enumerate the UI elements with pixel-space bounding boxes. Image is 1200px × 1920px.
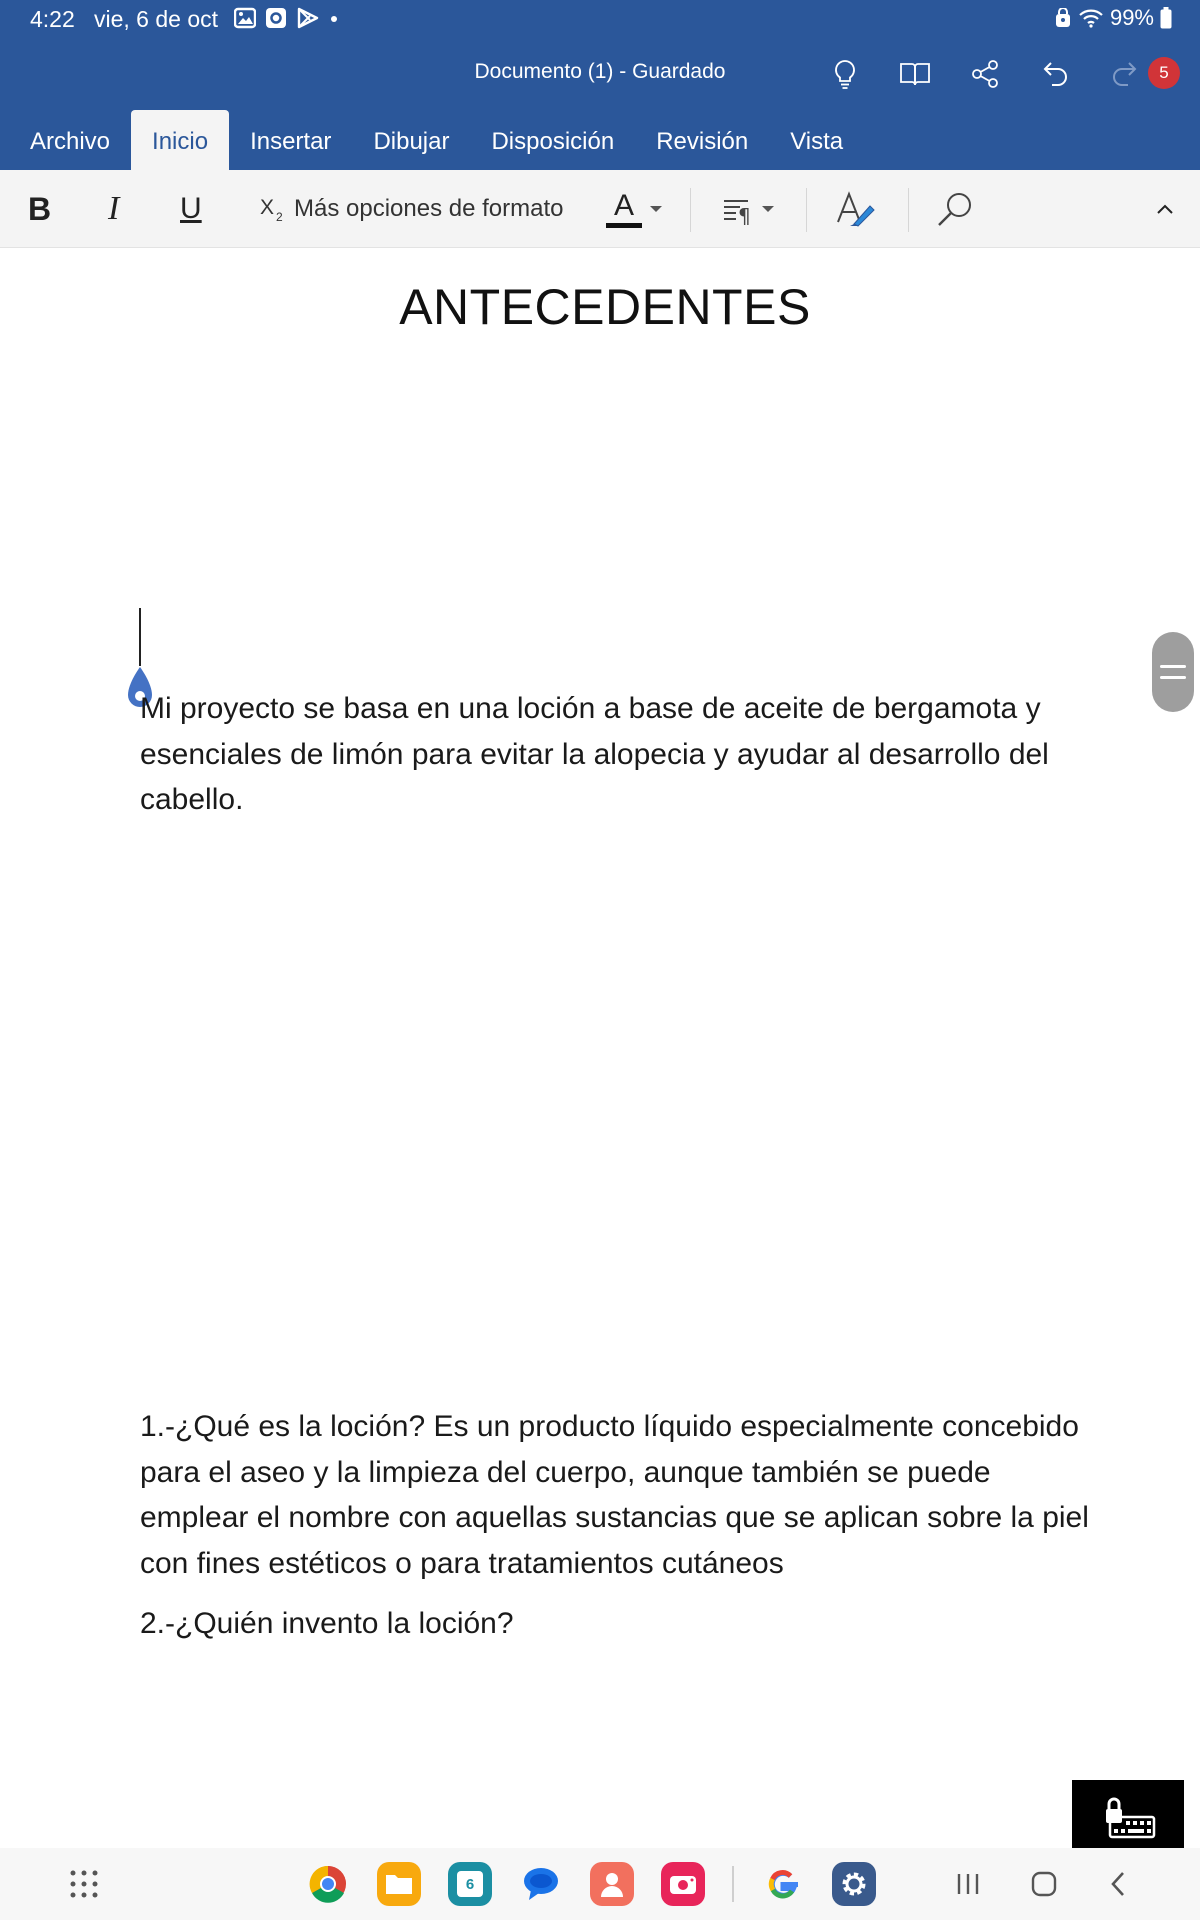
battery-icon (1160, 7, 1172, 29)
paragraph-button[interactable] (722, 170, 776, 248)
tab-disposicion[interactable]: Disposición (491, 128, 615, 155)
keyboard-lock-button[interactable] (1072, 1780, 1184, 1854)
svg-text:X: X (260, 196, 275, 219)
app-dock (306, 1862, 903, 1906)
subscript-icon (260, 194, 286, 224)
camera-app[interactable] (661, 1862, 705, 1906)
files-app[interactable] (377, 1862, 421, 1906)
redo-icon (1110, 59, 1140, 89)
tab-vista[interactable]: Vista (790, 128, 844, 155)
lock-alarm-icon (1054, 8, 1072, 28)
paragraph-format-icon (722, 193, 756, 225)
undo-button[interactable] (1020, 54, 1090, 94)
status-date: vie, 6 de oct (94, 6, 219, 32)
chevron-up-icon (1156, 203, 1174, 215)
chrome-icon (308, 1864, 348, 1904)
italic-icon: I (108, 190, 120, 227)
settings-app[interactable] (832, 1862, 876, 1906)
more-format-button[interactable] (260, 170, 563, 248)
paragraph-question-2[interactable]: 2.-¿Quién invento la loción? (140, 1607, 514, 1640)
system-navigation-bar (0, 1848, 1200, 1920)
ribbon-divider (690, 188, 691, 232)
folder-icon (384, 1871, 414, 1897)
title-actions (810, 54, 1160, 94)
font-color-icon (606, 188, 642, 228)
person-icon (597, 1869, 627, 1899)
back-icon[interactable] (1108, 1866, 1128, 1902)
svg-text:2: 2 (276, 210, 283, 224)
font-color-swatch (606, 223, 642, 228)
messages-app[interactable] (519, 1862, 563, 1906)
calendar-app[interactable] (448, 1862, 492, 1906)
battery-percent: 99% (1109, 5, 1154, 30)
tab-dibujar[interactable]: Dibujar (373, 128, 450, 155)
chevron-down-icon (760, 204, 776, 214)
status-right (1054, 5, 1172, 31)
paragraph-intro[interactable]: Mi proyecto se basa en una loción a base de aceite de bergamota y esenciales de limón para evitar la alopecia y ayudar al desarrollo del cabello. (140, 692, 1049, 816)
svg-text:¶: ¶ (738, 204, 751, 225)
font-color-button[interactable] (606, 170, 664, 248)
text-cursor (139, 608, 141, 666)
paragraph-question-1[interactable]: 1.-¿Qué es la loción? Es un producto líquido especialmente concebido para el aseo y la limpieza del cuerpo, aunque también se puede emplear el nombre con aquellas sustancias que se aplican sobre la piel con fines estéticos o para tratamientos cutáneos (140, 1410, 1089, 1580)
collapse-ribbon-button[interactable] (1156, 170, 1174, 248)
bold-button[interactable] (28, 170, 51, 248)
recent-apps-icon[interactable] (954, 1866, 982, 1902)
chrome-app[interactable] (306, 1862, 350, 1906)
home-icon[interactable] (1030, 1866, 1058, 1902)
notification-badge[interactable]: 5 (1148, 57, 1180, 89)
tab-inicio[interactable]: Inicio (131, 110, 229, 170)
underline-button[interactable] (180, 170, 202, 248)
google-app[interactable] (761, 1862, 805, 1906)
status-notification-icons (234, 7, 339, 29)
share-button[interactable] (950, 54, 1020, 94)
status-bar (0, 0, 1200, 36)
google-icon (764, 1865, 802, 1903)
styles-brush-icon (836, 190, 876, 228)
handle-line (1160, 676, 1186, 679)
document-heading[interactable]: ANTECEDENTES (399, 279, 811, 335)
wifi-icon (1078, 8, 1104, 28)
keyboard-lock-icon (1100, 1795, 1156, 1839)
calendar-icon (457, 1871, 483, 1897)
app-header (0, 0, 1200, 170)
lightbulb-icon (833, 59, 857, 89)
italic-button[interactable] (108, 170, 119, 248)
title-bar (0, 50, 1200, 98)
underline-icon: U (180, 192, 202, 225)
bold-icon: B (28, 190, 52, 227)
book-icon (899, 61, 931, 87)
status-time: 4:22 (30, 6, 75, 32)
reading-view-button[interactable] (880, 54, 950, 94)
tab-revision[interactable]: Revisión (656, 128, 749, 155)
calendar-day: 6 (465, 1875, 475, 1893)
tab-insertar[interactable]: Insertar (250, 128, 332, 155)
undo-icon (1040, 59, 1070, 89)
app-drawer-icon[interactable] (68, 1868, 100, 1900)
gallery-icon (234, 7, 256, 29)
scrollbar-handle[interactable] (1152, 632, 1194, 712)
document-title[interactable]: Documento (1) - Guardado (474, 60, 726, 83)
styles-button[interactable] (836, 170, 876, 248)
camera-icon (668, 1871, 698, 1897)
search-icon (936, 190, 974, 228)
ribbon-toolbar (0, 170, 1200, 248)
dock-divider (732, 1866, 734, 1902)
find-button[interactable] (936, 170, 974, 248)
ribbon-divider (908, 188, 909, 232)
font-color-letter: A (613, 188, 634, 222)
tab-archivo[interactable]: Archivo (30, 128, 111, 155)
contacts-app[interactable] (590, 1862, 634, 1906)
outlook-icon (265, 7, 287, 29)
more-format-label: Más opciones de formato (294, 195, 564, 222)
ribbon-tabs (0, 110, 864, 170)
play-store-icon (296, 7, 320, 29)
more-notifications-dot-icon (329, 7, 339, 29)
ribbon-divider (806, 188, 807, 232)
handle-line (1160, 665, 1186, 668)
tell-me-button[interactable] (810, 54, 880, 94)
gear-icon (839, 1869, 869, 1899)
chat-bubble-icon (521, 1864, 561, 1904)
chevron-down-icon (648, 204, 664, 214)
share-icon (970, 59, 1000, 89)
